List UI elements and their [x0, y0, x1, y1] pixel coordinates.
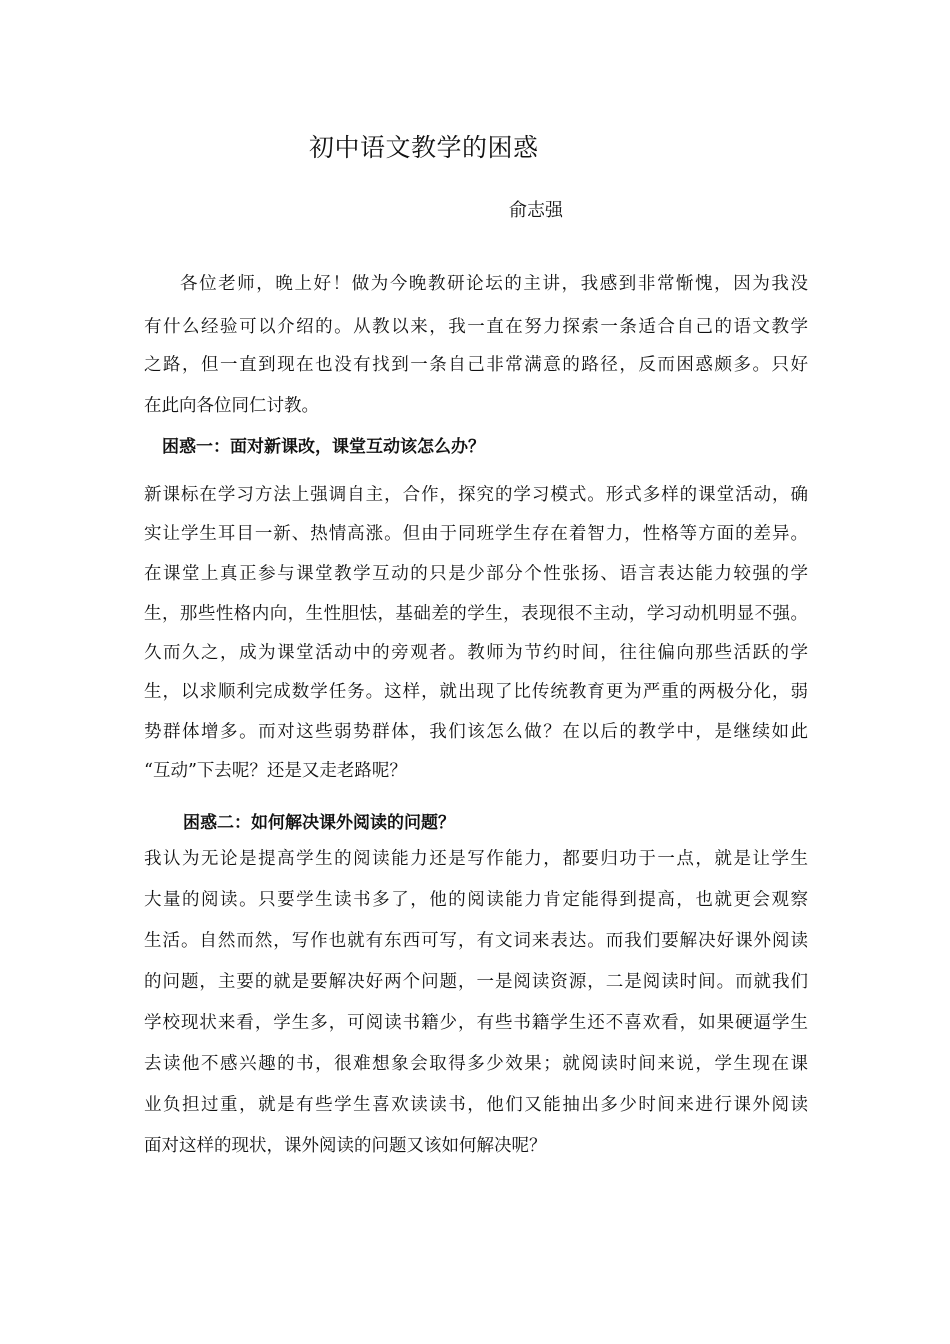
section-heading: 困惑一：面对新课改，课堂互动该怎么办？: [162, 437, 485, 457]
text-line: 势群体增多。而对这些弱势群体，我们该怎么做？在以后的教学中，是继续如此: [144, 722, 808, 742]
text-line: 大量的阅读。只要学生读书多了，他的阅读能力肯定能得到提高，也就更会观察: [144, 890, 808, 910]
text-line: 生，以求顺利完成数学任务。这样，就出现了比传统教育更为严重的两极分化，弱: [144, 682, 808, 702]
text-line: 我认为无论是提高学生的阅读能力还是写作能力，都要归功于一点，就是让学生: [144, 849, 808, 869]
text-line: 各位老师，晚上好！做为今晚教研论坛的主讲，我感到非常惭愧，因为我没: [180, 274, 808, 294]
text-line: 实让学生耳目一新、热情高涨。但由于同班学生存在着智力，性格等方面的差异。: [144, 524, 808, 544]
text-line: 久而久之，成为课堂活动中的旁观者。教师为节约时间，往往偏向那些活跃的学: [144, 643, 808, 663]
text-line: 面对这样的现状，课外阅读的问题又该如何解决呢？: [144, 1136, 547, 1156]
text-line: 去读他不感兴趣的书，很难想象会取得多少效果；就阅读时间来说，学生现在课: [144, 1054, 808, 1074]
text-line: 业负担过重，就是有些学生喜欢读读书，他们又能抽出多少时间来进行课外阅读: [144, 1095, 808, 1115]
text-line: 新课标在学习方法上强调自主，合作，探究的学习模式。形式多样的课堂活动，确: [144, 485, 808, 505]
text-line: 有什么经验可以介绍的。从教以来，我一直在努力探索一条适合自己的语文教学: [144, 317, 808, 337]
text-line: 生活。自然而然，写作也就有东西可写，有文词来表达。而我们要解决好课外阅读: [144, 931, 808, 951]
section-heading: 困惑二：如何解决课外阅读的问题？: [183, 813, 455, 833]
text-line: 在此向各位同仁讨教。: [144, 396, 319, 416]
text-line: 学校现状来看，学生多，可阅读书籍少，有些书籍学生还不喜欢看，如果硬逼学生: [144, 1013, 808, 1033]
author-name: 俞志强: [509, 200, 563, 221]
text-line: 的问题，主要的就是要解决好两个问题，一是阅读资源，二是阅读时间。而就我们: [144, 972, 808, 992]
document-title: 初中语文教学的困惑: [309, 133, 539, 162]
text-line: “互动”下去呢？还是又走老路呢？: [144, 761, 407, 781]
text-line: 之路，但一直到现在也没有找到一条自己非常满意的路径，反而困惑颇多。只好: [144, 355, 808, 375]
text-line: 在课堂上真正参与课堂教学互动的只是少部分个性张扬、语言表达能力较强的学: [144, 564, 808, 584]
text-line: 生，那些性格内向，生性胆怯，基础差的学生，表现很不主动，学习动机明显不强。: [144, 604, 808, 624]
